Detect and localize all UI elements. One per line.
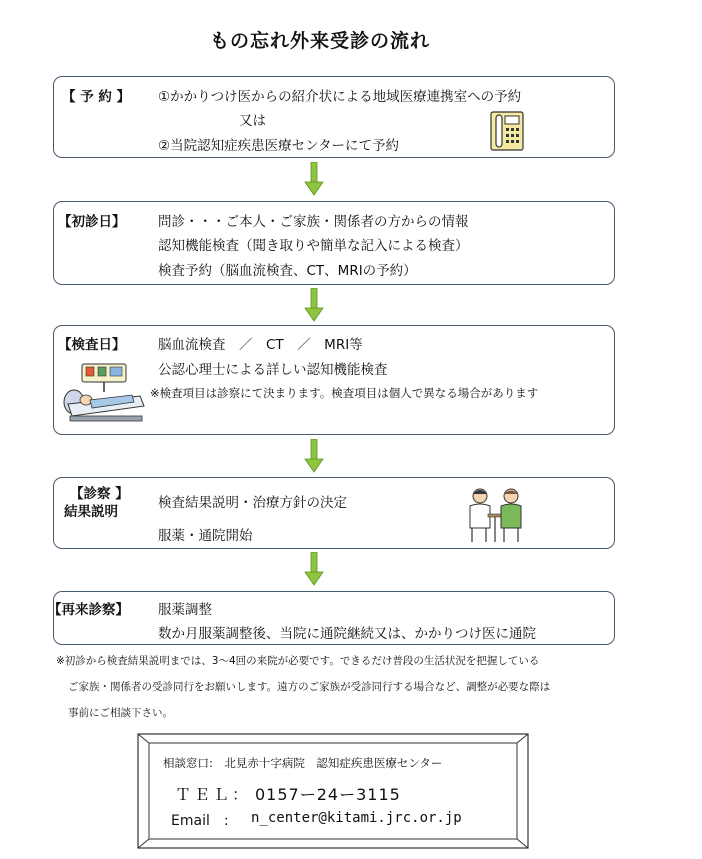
contact-email-label: Email :: [171, 813, 229, 829]
contact-tel-label: ＴＥＬ：: [175, 785, 252, 804]
step-line: 公認心理士による詳しい認知機能検査: [158, 362, 388, 378]
step-exam-day: [53, 325, 615, 435]
step-label-line1: 【診察 】: [70, 486, 129, 502]
step-line: 問診・・・ご本人・ご家族・関係者の方からの情報: [158, 214, 469, 230]
note-line: 事前にご相談下さい。: [68, 707, 173, 719]
contact-window-label: 相談窓口: 北見赤十字病院 認知症疾患医療センター: [163, 756, 443, 770]
step-line: 服薬調整: [158, 602, 212, 618]
step-reservation: [53, 76, 615, 158]
telephone-icon: [490, 111, 524, 155]
step-line: 検査結果説明・治療方針の決定: [158, 495, 347, 511]
page-title: もの忘れ外来受診の流れ: [209, 30, 430, 52]
doctor-consultation-icon: [464, 484, 526, 550]
flow-arrow-icon: [304, 162, 324, 196]
flow-arrow-icon: [304, 439, 324, 473]
step-consultation: [53, 477, 615, 549]
step-line: 認知機能検査（聞き取りや簡単な記入による検査）: [158, 238, 469, 254]
note-line: ※初診から検査結果説明までは、3～4回の来院が必要です。できるだけ普段の生活状況を把握している: [56, 655, 540, 667]
step-label: 【検査日】: [58, 337, 126, 353]
step-label: 【 予 約 】: [62, 89, 131, 105]
step-note: ※検査項目は診察にて決まります。検査項目は個人で異なる場合があります: [150, 386, 539, 400]
step-line: 数か月服薬調整後、当院に通院継続又は、かかりつけ医に通院: [158, 626, 536, 642]
step-label-line2: 結果説明: [64, 504, 118, 520]
medical-scanner-icon: [60, 362, 146, 428]
step-line: 又は: [239, 113, 266, 129]
step-line: ②当院認知症疾患医療センターにて予約: [158, 138, 400, 154]
step-label: 【再来診察】: [48, 602, 129, 618]
contact-box: [137, 733, 529, 849]
step-follow-up: [48, 591, 615, 645]
step-line: 脳血流検査 ／ CT ／ MRI等: [158, 337, 363, 353]
notes: [56, 648, 666, 726]
flow-arrow-icon: [304, 552, 324, 586]
step-line: 服薬・通院開始: [158, 528, 253, 544]
step-first-visit: [53, 201, 615, 285]
flow-arrow-icon: [304, 288, 324, 322]
step-line: ①かかりつけ医からの紹介状による地域医療連携室への予約: [158, 89, 522, 105]
contact-email-value: n_center@kitami.jrc.or.jp: [251, 810, 462, 826]
note-line: ご家族・関係者の受診同行をお願いします。遠方のご家族が受診同行する場合など、調整が必要な際は: [68, 681, 551, 693]
step-line: 検査予約（脳血流検査、CT、MRIの予約）: [158, 263, 417, 279]
contact-tel-value: 0157ー24ー3115: [255, 785, 401, 804]
step-label: 【初診日】: [58, 214, 126, 230]
